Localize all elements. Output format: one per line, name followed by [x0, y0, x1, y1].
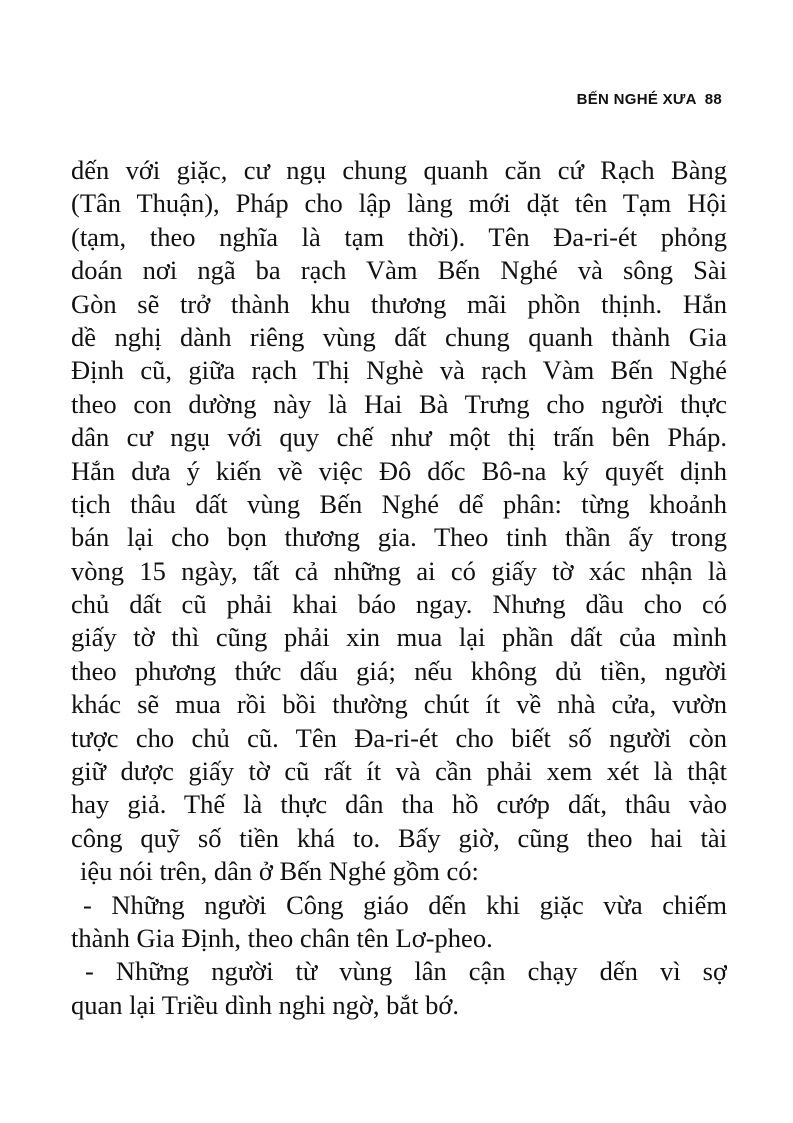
text-line: Định cũ, giữa rạch Thị Nghè và rạch Vàm Bến Nghé: [71, 355, 727, 386]
text-line: (tạm, theo nghĩa là tạm thời). Tên Đa-ri-ét phỏng: [71, 221, 727, 252]
text-line: tược cho chủ cũ. Tên Đa-ri-ét cho biết số người còn: [71, 722, 727, 753]
list-item: - Những người Công giáo dến khi giặc vừa chiếm: [83, 889, 727, 920]
text-line: (Tân Thuận), Pháp cho lập làng mới dặt tên Tạm Hội: [71, 188, 727, 219]
body-text: [71, 154, 727, 1022]
text-line: bán lại cho bọn thương gia. Theo tinh thần ấy trong: [71, 522, 727, 553]
running-header: [577, 91, 722, 108]
text-line: Gòn sẽ trở thành khu thương mãi phồn thịnh. Hắn: [71, 288, 727, 319]
text-line: theo con dường này là Hai Bà Trưng cho người thực: [71, 388, 727, 419]
running-title: BẾN NGHÉ XƯA: [576, 91, 697, 108]
text-line: dề nghị dành riêng vùng dất chung quanh thành Gia: [71, 321, 727, 352]
text-line: dân cư ngụ với quy chế như một thị trấn bên Pháp.: [71, 422, 727, 453]
text-line: iệu nói trên, dân ở Bến Nghé gồm có:: [80, 856, 479, 887]
text-line: tịch thâu dất vùng Bến Nghé dể phân: từng khoảnh: [71, 488, 727, 519]
text-line: công quỹ số tiền khá to. Bấy giờ, cũng theo hai tài: [71, 822, 727, 853]
text-line: quan lại Triều dình nghi ngờ, bắt bớ.: [71, 989, 459, 1020]
text-line: theo phương thức dấu giá; nếu không dủ tiền, người: [71, 655, 727, 686]
text-line: khác sẽ mua rồi bồi thường chút ít về nhà cửa, vườn: [71, 689, 727, 720]
text-line: doán nơi ngã ba rạch Vàm Bến Nghé và sông Sài: [71, 255, 727, 286]
list-item: - Những người từ vùng lân cận chạy dến vì sợ: [85, 956, 727, 987]
text-line: giữ dược giấy tờ cũ rất ít và cần phải xem xét là thật: [71, 756, 727, 787]
page-number: 88: [704, 91, 722, 108]
text-line: dến với giặc, cư ngụ chung quanh căn cứ Rạch Bàng: [71, 155, 727, 185]
text-line: thành Gia Định, theo chân tên Lơ-pheo.: [71, 922, 493, 953]
text-line: vòng 15 ngày, tất cả những ai có giấy tờ xác nhận là: [71, 555, 727, 586]
text-line: hay giả. Thế là thực dân tha hồ cướp dất, thâu vào: [71, 789, 727, 820]
text-line: Hắn dưa ý kiến về việc Đô dốc Bô-na ký quyết dịnh: [71, 455, 727, 486]
text-line: chủ dất cũ phải khai báo ngay. Nhưng dầu cho có: [71, 589, 727, 620]
text-line: giấy tờ thì cũng phải xin mua lại phần dất của mình: [71, 622, 727, 653]
